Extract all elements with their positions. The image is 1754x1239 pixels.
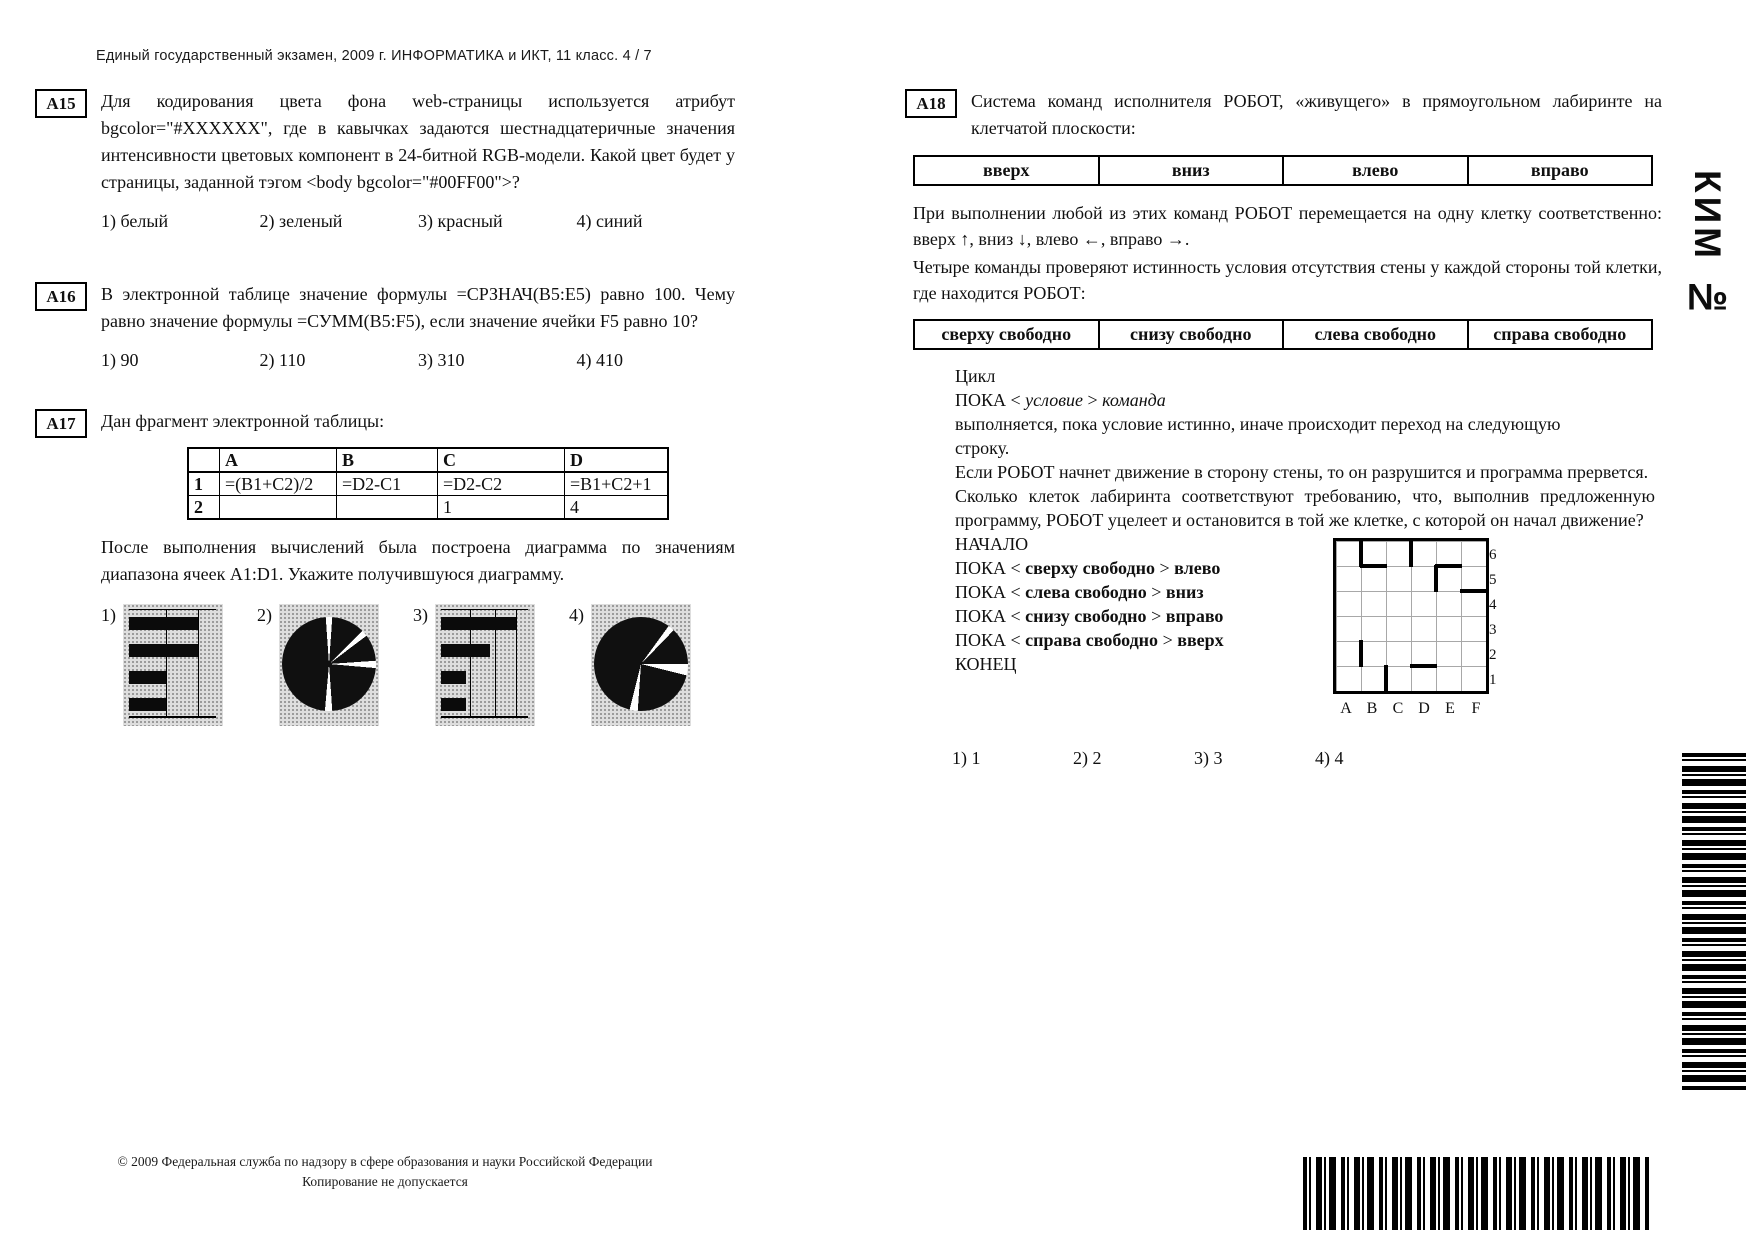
command-cell: вверх bbox=[914, 156, 1099, 185]
maze-row-label: 6 bbox=[1489, 547, 1497, 563]
sheet-cell: =(B1+C2)/2 bbox=[220, 472, 337, 496]
maze-col-label: F bbox=[1471, 700, 1481, 717]
cycle-syntax bbox=[955, 388, 1662, 412]
question-id-box: А16 bbox=[35, 282, 87, 311]
bar bbox=[441, 671, 466, 684]
answer-option: 1) 1 bbox=[952, 748, 981, 768]
sheet-corner bbox=[188, 448, 220, 472]
maze-row-label: 5 bbox=[1489, 572, 1497, 588]
command-cell: вниз bbox=[1099, 156, 1284, 185]
robot-check-paragraph: Четыре команды проверяют истинность условия отсутствия стены у каждой стороны той клетки, где находится РОБОТ: bbox=[913, 257, 1662, 303]
crash-warning: Если РОБОТ начнет движение в сторону стены, то он разрушится и программа прервется. bbox=[955, 462, 1649, 482]
bar-plot bbox=[441, 609, 528, 718]
pie-chart-option bbox=[279, 604, 379, 726]
diagram-label: 2) bbox=[257, 605, 272, 625]
gridline bbox=[516, 610, 517, 716]
answer-option: 4) 4 bbox=[1315, 748, 1344, 768]
command-cell: снизу свободно bbox=[1099, 320, 1284, 349]
diagram-label: 3) bbox=[413, 605, 428, 625]
diagram-label: 4) bbox=[569, 605, 584, 625]
cycle-description bbox=[955, 364, 1662, 717]
bottom-barcode bbox=[1303, 1157, 1651, 1230]
cycle-condition-placeholder: условие bbox=[1025, 390, 1084, 410]
answer-option: 1) 90 bbox=[101, 350, 139, 370]
bar-chart-option bbox=[435, 604, 535, 726]
diagram-option-2 bbox=[257, 604, 379, 726]
maze-col-label: B bbox=[1366, 700, 1378, 717]
no-copy-line: Копирование не допускается bbox=[302, 1174, 468, 1189]
program-end: КОНЕЦ bbox=[955, 654, 1017, 674]
maze-wall bbox=[1360, 564, 1387, 568]
question-a15 bbox=[35, 88, 735, 235]
maze-diagram bbox=[1333, 538, 1497, 721]
bar-chart-option bbox=[123, 604, 223, 726]
question-a18 bbox=[905, 88, 1662, 142]
sheet-cell: =D2-C1 bbox=[337, 472, 438, 496]
bar bbox=[441, 617, 516, 630]
cycle-keyword: ПОКА < bbox=[955, 390, 1021, 410]
cycle-explanation: выполняется, пока условие истинно, иначе происходит переход на следующую строку. bbox=[955, 414, 1561, 458]
question-text: Сколько клеток лабиринта соответствуют требованию, что, выполнив предложенную программу, РОБОТ уцелеет и остановится в той же клетке, с которой он начал движение? bbox=[955, 486, 1655, 530]
command-cell: влево bbox=[1283, 156, 1468, 185]
question-id-box: А18 bbox=[905, 89, 957, 118]
robot-program bbox=[955, 532, 1662, 676]
diagram-options bbox=[101, 604, 735, 726]
maze-grid bbox=[1333, 538, 1497, 694]
bar bbox=[441, 698, 466, 711]
answer-option: 2) зеленый bbox=[259, 211, 343, 231]
maze-col-label: D bbox=[1418, 700, 1430, 717]
maze-row-labels bbox=[1489, 543, 1507, 693]
bar bbox=[129, 671, 166, 684]
program-line: ПОКА < слева свободно > вниз bbox=[955, 582, 1204, 602]
answer-option: 3) 3 bbox=[1194, 748, 1223, 768]
table-row bbox=[188, 472, 668, 496]
program-line: ПОКА < сверху свободно > влево bbox=[955, 558, 1221, 578]
sheet-col-header: B bbox=[337, 448, 438, 472]
maze-wall bbox=[1410, 664, 1437, 668]
table-row bbox=[914, 156, 1652, 185]
right-column bbox=[905, 88, 1662, 769]
vertical-barcode bbox=[1682, 753, 1746, 1091]
question-text: Для кодирования цвета фона web-страницы используется атрибут bgcolor="#XXXXXX", где в кавычках задаются шестнадцатеричные значения интенсивности цветовых компонент в 24-битной RGB-модели. Какой цвет будет у страницы, заданной тэгом <body bgcolor="#00FF00">? bbox=[101, 91, 735, 192]
page-header: Единый государственный экзамен, 2009 г. ИНФОРМАТИКА и ИКТ, 11 класс. 4 / 7 bbox=[96, 48, 652, 64]
answer-options bbox=[101, 347, 735, 374]
maze-col-label: C bbox=[1392, 700, 1404, 717]
maze-wall bbox=[1434, 565, 1438, 592]
robot-move-paragraph: При выполнении любой из этих команд РОБОТ перемещается на одну клетку соответственно: вверх ↑, вниз ↓, влево ←, вправо →. bbox=[913, 203, 1662, 249]
answer-options bbox=[952, 748, 1662, 769]
bar bbox=[129, 617, 198, 630]
question-a17 bbox=[35, 408, 735, 726]
pie-chart bbox=[282, 617, 376, 711]
command-cell: вправо bbox=[1468, 156, 1653, 185]
maze-wall bbox=[1460, 589, 1487, 593]
bar bbox=[129, 698, 166, 711]
diagram-label: 1) bbox=[101, 605, 116, 625]
pie-chart-option bbox=[591, 604, 691, 726]
maze-row-label: 2 bbox=[1489, 647, 1497, 663]
maze-col-label: A bbox=[1340, 700, 1352, 717]
question-intro: Система команд исполнителя РОБОТ, «живущего» в прямоугольном лабиринте на клетчатой плоскости: bbox=[971, 91, 1662, 138]
sheet-row-header: 1 bbox=[188, 472, 220, 496]
sheet-cell bbox=[220, 496, 337, 520]
bar bbox=[129, 644, 198, 657]
answer-option: 4) 410 bbox=[576, 350, 623, 370]
answer-options bbox=[101, 208, 735, 235]
sheet-cell: =D2-C2 bbox=[438, 472, 565, 496]
left-column bbox=[35, 88, 735, 726]
bar bbox=[441, 644, 490, 657]
maze-wall bbox=[1409, 540, 1413, 567]
table-row bbox=[914, 320, 1652, 349]
command-cell: сверху свободно bbox=[914, 320, 1099, 349]
move-commands-table bbox=[913, 155, 1653, 186]
answer-option: 4) синий bbox=[576, 211, 643, 231]
command-cell: слева свободно bbox=[1283, 320, 1468, 349]
footer bbox=[30, 1152, 740, 1192]
diagram-option-4 bbox=[569, 604, 691, 726]
check-commands-table bbox=[913, 319, 1653, 350]
answer-option: 1) белый bbox=[101, 211, 169, 231]
sheet-cell: 1 bbox=[438, 496, 565, 520]
question-text: В электронной таблице значение формулы =СРЗНАЧ(B5:E5) равно 100. Чему равно значение формулы =СУММ(B5:F5), если значение ячейки F5 равно 10? bbox=[101, 284, 735, 331]
kim-number-label: КИМ № bbox=[1687, 170, 1728, 322]
pie-chart bbox=[594, 617, 688, 711]
maze-row-label: 1 bbox=[1489, 672, 1497, 688]
sheet-cell bbox=[337, 496, 438, 520]
program-line: ПОКА < справа свободно > вверх bbox=[955, 630, 1224, 650]
copyright-line: © 2009 Федеральная служба по надзору в сфере образования и науки Российской Федерации bbox=[117, 1154, 653, 1169]
sheet-row-header: 2 bbox=[188, 496, 220, 520]
command-cell: справа свободно bbox=[1468, 320, 1653, 349]
table-row bbox=[188, 496, 668, 520]
answer-option: 2) 110 bbox=[259, 350, 306, 370]
question-a16 bbox=[35, 281, 735, 374]
question-text: После выполнения вычислений была построена диаграмма по значениям диапазона ячеек A1:D1. Укажите получившуюся диаграмму. bbox=[101, 537, 735, 584]
maze-wall bbox=[1435, 564, 1462, 568]
gridline bbox=[198, 610, 199, 716]
question-id-box: А15 bbox=[35, 89, 87, 118]
maze-col-label: E bbox=[1445, 700, 1455, 717]
maze-wall bbox=[1359, 640, 1363, 667]
maze-row-label: 4 bbox=[1489, 597, 1497, 613]
cycle-title: Цикл bbox=[955, 366, 996, 386]
sheet-cell: =B1+C2+1 bbox=[565, 472, 669, 496]
answer-option: 3) красный bbox=[418, 211, 503, 231]
answer-option: 2) 2 bbox=[1073, 748, 1102, 768]
program-line: ПОКА < снизу свободно > вправо bbox=[955, 606, 1224, 626]
sheet-col-header: D bbox=[565, 448, 669, 472]
sheet-cell: 4 bbox=[565, 496, 669, 520]
diagram-option-1 bbox=[101, 604, 223, 726]
diagram-option-3 bbox=[413, 604, 535, 726]
sheet-col-header: C bbox=[438, 448, 565, 472]
spreadsheet-fragment bbox=[187, 447, 669, 520]
question-intro: Дан фрагмент электронной таблицы: bbox=[101, 411, 385, 431]
program-begin: НАЧАЛО bbox=[955, 534, 1029, 554]
program-and-maze bbox=[955, 532, 1662, 717]
cycle-bracket: > bbox=[1087, 390, 1098, 410]
maze-wall bbox=[1359, 540, 1363, 567]
answer-option: 3) 310 bbox=[418, 350, 465, 370]
cycle-command-placeholder: команда bbox=[1102, 390, 1166, 410]
maze-row-label: 3 bbox=[1489, 622, 1497, 638]
bar-plot bbox=[129, 609, 216, 718]
maze-wall bbox=[1384, 665, 1388, 692]
maze-column-labels bbox=[1333, 697, 1490, 721]
sheet-col-header: A bbox=[220, 448, 337, 472]
question-id-box: А17 bbox=[35, 409, 87, 438]
